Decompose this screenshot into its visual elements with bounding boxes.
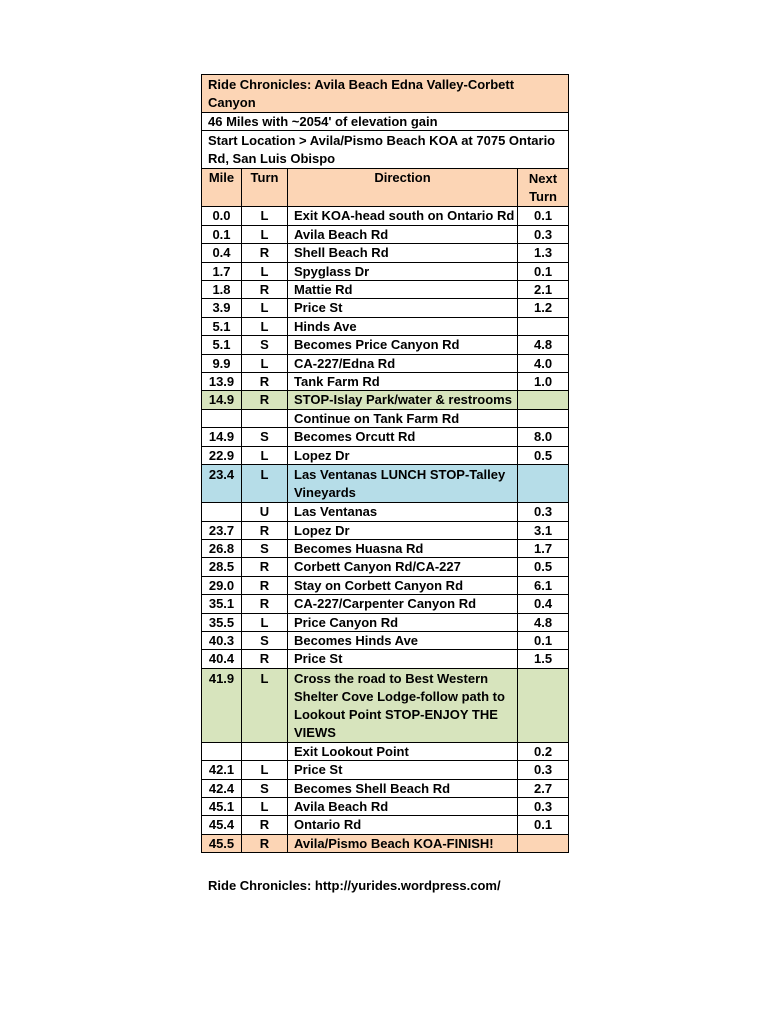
cue-next-turn: 0.4 <box>518 595 569 613</box>
cue-mile: 0.0 <box>202 207 242 225</box>
cue-turn: R <box>242 595 288 613</box>
cue-row <box>202 613 569 631</box>
cue-turn: S <box>242 779 288 797</box>
cue-direction: Becomes Shell Beach Rd <box>288 779 518 797</box>
cue-turn: R <box>242 576 288 594</box>
cue-row <box>202 336 569 354</box>
cue-turn: L <box>242 207 288 225</box>
cue-turn: R <box>242 373 288 391</box>
cue-direction: Shell Beach Rd <box>288 244 518 262</box>
cue-mile: 42.1 <box>202 761 242 779</box>
cue-row <box>202 595 569 613</box>
cue-next-turn: 0.3 <box>518 761 569 779</box>
cue-mile: 35.5 <box>202 613 242 631</box>
cue-turn: L <box>242 761 288 779</box>
cue-mile: 35.1 <box>202 595 242 613</box>
cue-mile: 41.9 <box>202 668 242 742</box>
cue-row <box>202 558 569 576</box>
cue-row <box>202 409 569 427</box>
cue-turn: S <box>242 428 288 446</box>
cue-turn <box>242 409 288 427</box>
start-location: Start Location > Avila/Pismo Beach KOA at 7075 Ontario Rd, San Luis Obispo <box>202 131 569 169</box>
cue-turn: R <box>242 521 288 539</box>
cue-mile: 14.9 <box>202 391 242 409</box>
cue-next-turn <box>518 391 569 409</box>
footer-credit: Ride Chronicles: http://yurides.wordpress.com/ <box>208 878 501 893</box>
cue-turn: L <box>242 613 288 631</box>
cue-direction: Avila Beach Rd <box>288 797 518 815</box>
cue-next-turn: 2.1 <box>518 281 569 299</box>
cue-row <box>202 317 569 335</box>
cue-turn: L <box>242 446 288 464</box>
cue-direction: Exit Lookout Point <box>288 742 518 760</box>
cue-row <box>202 446 569 464</box>
cue-direction: Mattie Rd <box>288 281 518 299</box>
cue-turn: L <box>242 465 288 503</box>
cue-direction: Exit KOA-head south on Ontario Rd <box>288 207 518 225</box>
column-header-turn: Turn <box>242 169 288 207</box>
cue-next-turn: 0.1 <box>518 631 569 649</box>
cue-row <box>202 576 569 594</box>
column-header-next-turn: Next Turn <box>518 169 569 207</box>
ride-distance: 46 Miles with ~2054' of elevation gain <box>202 113 569 131</box>
cue-turn: R <box>242 281 288 299</box>
cue-turn: L <box>242 354 288 372</box>
cue-row <box>202 742 569 760</box>
cue-direction: Price St <box>288 761 518 779</box>
cue-turn: U <box>242 503 288 521</box>
cue-direction: CA-227/Carpenter Canyon Rd <box>288 595 518 613</box>
cue-mile: 45.1 <box>202 797 242 815</box>
cue-mile: 5.1 <box>202 317 242 335</box>
cue-direction: Las Ventanas LUNCH STOP-Talley Vineyards <box>288 465 518 503</box>
cue-row <box>202 207 569 225</box>
cue-next-turn: 4.0 <box>518 354 569 372</box>
cue-row <box>202 761 569 779</box>
cue-direction: Continue on Tank Farm Rd <box>288 409 518 427</box>
cue-next-turn <box>518 465 569 503</box>
cue-mile: 14.9 <box>202 428 242 446</box>
cue-direction: Avila/Pismo Beach KOA-FINISH! <box>288 834 518 852</box>
cue-mile: 23.7 <box>202 521 242 539</box>
cue-row <box>202 834 569 852</box>
cue-turn: L <box>242 317 288 335</box>
cue-next-turn: 0.1 <box>518 207 569 225</box>
cue-row <box>202 816 569 834</box>
cue-next-turn: 0.3 <box>518 797 569 815</box>
cue-row <box>202 503 569 521</box>
cue-next-turn: 0.2 <box>518 742 569 760</box>
cue-mile <box>202 409 242 427</box>
cue-next-turn: 4.8 <box>518 613 569 631</box>
cue-row <box>202 668 569 742</box>
cue-next-turn <box>518 409 569 427</box>
cue-direction: Becomes Price Canyon Rd <box>288 336 518 354</box>
cue-turn: R <box>242 244 288 262</box>
cue-row <box>202 262 569 280</box>
cue-direction: Tank Farm Rd <box>288 373 518 391</box>
cue-direction: Stay on Corbett Canyon Rd <box>288 576 518 594</box>
cue-next-turn: 1.2 <box>518 299 569 317</box>
cue-next-turn: 0.5 <box>518 558 569 576</box>
cue-row <box>202 281 569 299</box>
cue-direction: Becomes Hinds Ave <box>288 631 518 649</box>
cue-turn: R <box>242 558 288 576</box>
cue-row <box>202 354 569 372</box>
cue-mile: 40.4 <box>202 650 242 668</box>
ride-title: Ride Chronicles: Avila Beach Edna Valley-Corbett Canyon <box>202 75 569 113</box>
cue-next-turn <box>518 668 569 742</box>
cue-next-turn: 0.3 <box>518 503 569 521</box>
cue-mile: 42.4 <box>202 779 242 797</box>
cue-mile: 1.7 <box>202 262 242 280</box>
cue-mile: 29.0 <box>202 576 242 594</box>
cue-direction: Lopez Dr <box>288 446 518 464</box>
cue-mile: 5.1 <box>202 336 242 354</box>
cue-direction: Avila Beach Rd <box>288 225 518 243</box>
cue-mile: 23.4 <box>202 465 242 503</box>
cue-mile: 0.4 <box>202 244 242 262</box>
cue-next-turn <box>518 317 569 335</box>
cue-turn: L <box>242 299 288 317</box>
cue-next-turn: 1.3 <box>518 244 569 262</box>
cue-direction: Cross the road to Best Western Shelter Cove Lodge-follow path to Lookout Point STOP-ENJOY THE VIEWS <box>288 668 518 742</box>
cue-mile: 13.9 <box>202 373 242 391</box>
cue-mile: 45.4 <box>202 816 242 834</box>
cue-row <box>202 465 569 503</box>
cue-row <box>202 225 569 243</box>
cue-turn: S <box>242 336 288 354</box>
cue-direction: Corbett Canyon Rd/CA-227 <box>288 558 518 576</box>
cue-direction: Price Canyon Rd <box>288 613 518 631</box>
cue-next-turn: 4.8 <box>518 336 569 354</box>
cue-turn <box>242 742 288 760</box>
cue-row <box>202 779 569 797</box>
cue-row <box>202 797 569 815</box>
cue-row <box>202 650 569 668</box>
cue-direction: Price St <box>288 650 518 668</box>
cue-turn: S <box>242 631 288 649</box>
cue-turn: S <box>242 539 288 557</box>
cue-turn: R <box>242 834 288 852</box>
cue-mile <box>202 742 242 760</box>
cue-row <box>202 244 569 262</box>
cue-row <box>202 539 569 557</box>
cue-mile: 3.9 <box>202 299 242 317</box>
cue-next-turn: 1.7 <box>518 539 569 557</box>
cue-turn: L <box>242 262 288 280</box>
cue-direction: Hinds Ave <box>288 317 518 335</box>
cue-row <box>202 299 569 317</box>
cue-direction: STOP-Islay Park/water & restrooms <box>288 391 518 409</box>
cue-mile: 9.9 <box>202 354 242 372</box>
cue-next-turn: 3.1 <box>518 521 569 539</box>
cue-sheet-body <box>202 75 569 853</box>
cue-direction: Ontario Rd <box>288 816 518 834</box>
column-header-row <box>202 169 569 207</box>
cue-mile: 28.5 <box>202 558 242 576</box>
cue-turn: R <box>242 816 288 834</box>
title-row <box>202 75 569 113</box>
cue-next-turn: 1.5 <box>518 650 569 668</box>
cue-mile: 1.8 <box>202 281 242 299</box>
cue-next-turn: 0.1 <box>518 816 569 834</box>
cue-mile <box>202 503 242 521</box>
cue-mile: 26.8 <box>202 539 242 557</box>
cue-direction: Becomes Huasna Rd <box>288 539 518 557</box>
cue-next-turn: 0.3 <box>518 225 569 243</box>
cue-row <box>202 391 569 409</box>
cue-mile: 40.3 <box>202 631 242 649</box>
cue-direction: Becomes Orcutt Rd <box>288 428 518 446</box>
cue-direction: Las Ventanas <box>288 503 518 521</box>
cue-direction: Spyglass Dr <box>288 262 518 280</box>
cue-turn: L <box>242 225 288 243</box>
cue-next-turn: 8.0 <box>518 428 569 446</box>
cue-direction: Lopez Dr <box>288 521 518 539</box>
cue-direction: Price St <box>288 299 518 317</box>
cue-row <box>202 631 569 649</box>
cue-next-turn: 2.7 <box>518 779 569 797</box>
cue-sheet-table <box>201 74 569 853</box>
cue-turn: R <box>242 391 288 409</box>
start-row <box>202 131 569 169</box>
cue-row <box>202 521 569 539</box>
cue-mile: 22.9 <box>202 446 242 464</box>
cue-row <box>202 373 569 391</box>
cue-next-turn: 6.1 <box>518 576 569 594</box>
distance-row <box>202 113 569 131</box>
cue-next-turn: 0.1 <box>518 262 569 280</box>
column-header-direction: Direction <box>288 169 518 207</box>
cue-mile: 45.5 <box>202 834 242 852</box>
cue-direction: CA-227/Edna Rd <box>288 354 518 372</box>
cue-turn: L <box>242 668 288 742</box>
cue-mile: 0.1 <box>202 225 242 243</box>
cue-row <box>202 428 569 446</box>
cue-next-turn <box>518 834 569 852</box>
cue-next-turn: 1.0 <box>518 373 569 391</box>
cue-turn: L <box>242 797 288 815</box>
column-header-mile: Mile <box>202 169 242 207</box>
cue-turn: R <box>242 650 288 668</box>
cue-next-turn: 0.5 <box>518 446 569 464</box>
